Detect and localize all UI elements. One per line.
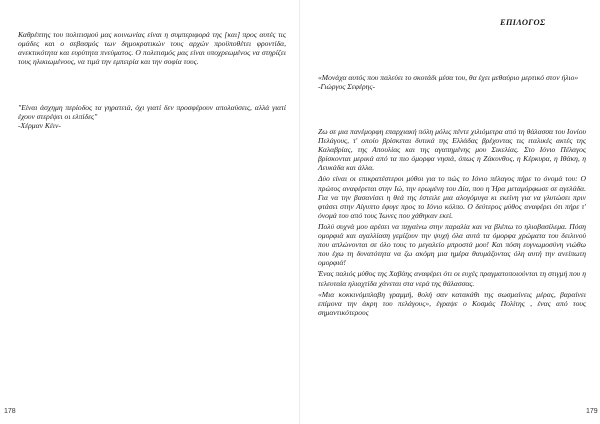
body-paragraph: Ένας παλιός μύθος της Χαβάης αναφέρει ότι οι ευχές πραγματοποιούνται τη στιγμή που η τελευταία ηλιαχτίδα χάνεται στα νερά της θάλασσας.	[318, 269, 586, 288]
quote-text: "Είναι άσχημη περίοδος τα γηρατειά, όχι γιατί δεν προσφέρουν απολαύσεις, αλλά γιατί έχουν στερέψει οι ελπίδες"	[18, 103, 286, 122]
page-number-right: 179	[586, 408, 598, 415]
epilogue-body	[318, 127, 586, 319]
epigraph	[318, 73, 586, 91]
quote-author: -Χέρμαν Κέιν-	[18, 121, 61, 131]
body-paragraph: Ζω σε μια πανέμορφη επαρχιακή πόλη μόλις πέντε χιλιόμετρα από τη θάλασσα του Ιονίου Πελάγους, τ' οποίο βρίσκεται δυτικά της Ελλάδας βρέχοντας τις ιταλικές ακτές της Καλαβρίας, της Απουλίας και της αγαπημένης μου Σικελίας. Στο Ιόνιο Πέλαγος βρίσκονται μερικά από τα πιο όμορφα νησιά, όπως η Ζάκυνθος, η Κέρκυρα, η Ιθάκη, η Λευκάδα και άλλα.	[318, 127, 586, 173]
chapter-title: ΕΠΙΛΟΓΟΣ	[500, 17, 546, 27]
right-page	[300, 0, 600, 424]
left-paragraph: Καθρέπτης του πολιτισμού μας κοινωνίας είναι η συμπεριφορά της [και] προς αυτές τις ομάδες και ο σεβασμός των δημοκρατικών τους αρχών προϋποθέτει φροντίδα, ανεκτικότητα και ευρύτητα πνεύματος. Ο πολιτισμός μας είναι υποχρεωμένος να στηρίζει τους ηλικιωμένους, να τιμά την εμπειρία και την σοφία τους.	[18, 30, 286, 67]
left-quote	[18, 103, 286, 130]
epigraph-text: «Μονάχα αυτός που παλεύει το σκοτάδι μέσα του, θα έχει μεθαύριο μερτικό στον ήλιο»	[318, 73, 579, 82]
body-paragraph: Πολύ συχνά μου αρέσει να πηγαίνω στην παραλία και να βλέπω το ηλιοβασίλεμα. Πόση ομορφιά και αγαλλίαση γεμίζουν την ψυχή όλα αυτά τα όμορφα χρώματα του δειλινού που απλώνονται σε όλο τους το μεγαλείο μπροστά μου! Και πόση ευγνωμοσύνη νιώθω που έχω τη δυνατότητα να ζω ακόμη μια ημέρα θαυμάζοντας όλη αυτή την ανείπωτη ομορφιά!	[318, 221, 586, 268]
epigraph-author: -Γιώργος Σεφέρης-	[318, 82, 375, 92]
body-paragraph: «Μια κοκκινόμπλαβη γραμμή, θολή σαν κατακάθι της σωσμαίνεις μέρας, βαραίνει επίμονα την άκρη του πελάγους», έγραψε ο Κοσμάς Πολίτης , ένας από τους σημαντικότερους	[318, 289, 586, 317]
body-paragraph: Δύο είναι οι επικρατέστεροι μύθοι για το πώς το Ιόνιο πέλαγος πήρε το όνομά του: Ο πρώτος αναφέρεται στην Ιώ, την ερωμένη του Δία, που η Ήρα μεταμόρφωσε σε αγελάδα. Για να την βασανίσει η θεά της έστειλε μια αλογόμυγα κι εκείνη για να γλυτώσει πριν φτάσει στην Αίγυπτο έφυγε προς το Ιόνιο κόλπο. Ο δεύτερος μύθος αναφέρει ότι πήρε τ' όνομά του από τους Ίωνες που χάθηκαν εκεί.	[318, 174, 586, 220]
page-number-left: 178	[4, 408, 16, 415]
